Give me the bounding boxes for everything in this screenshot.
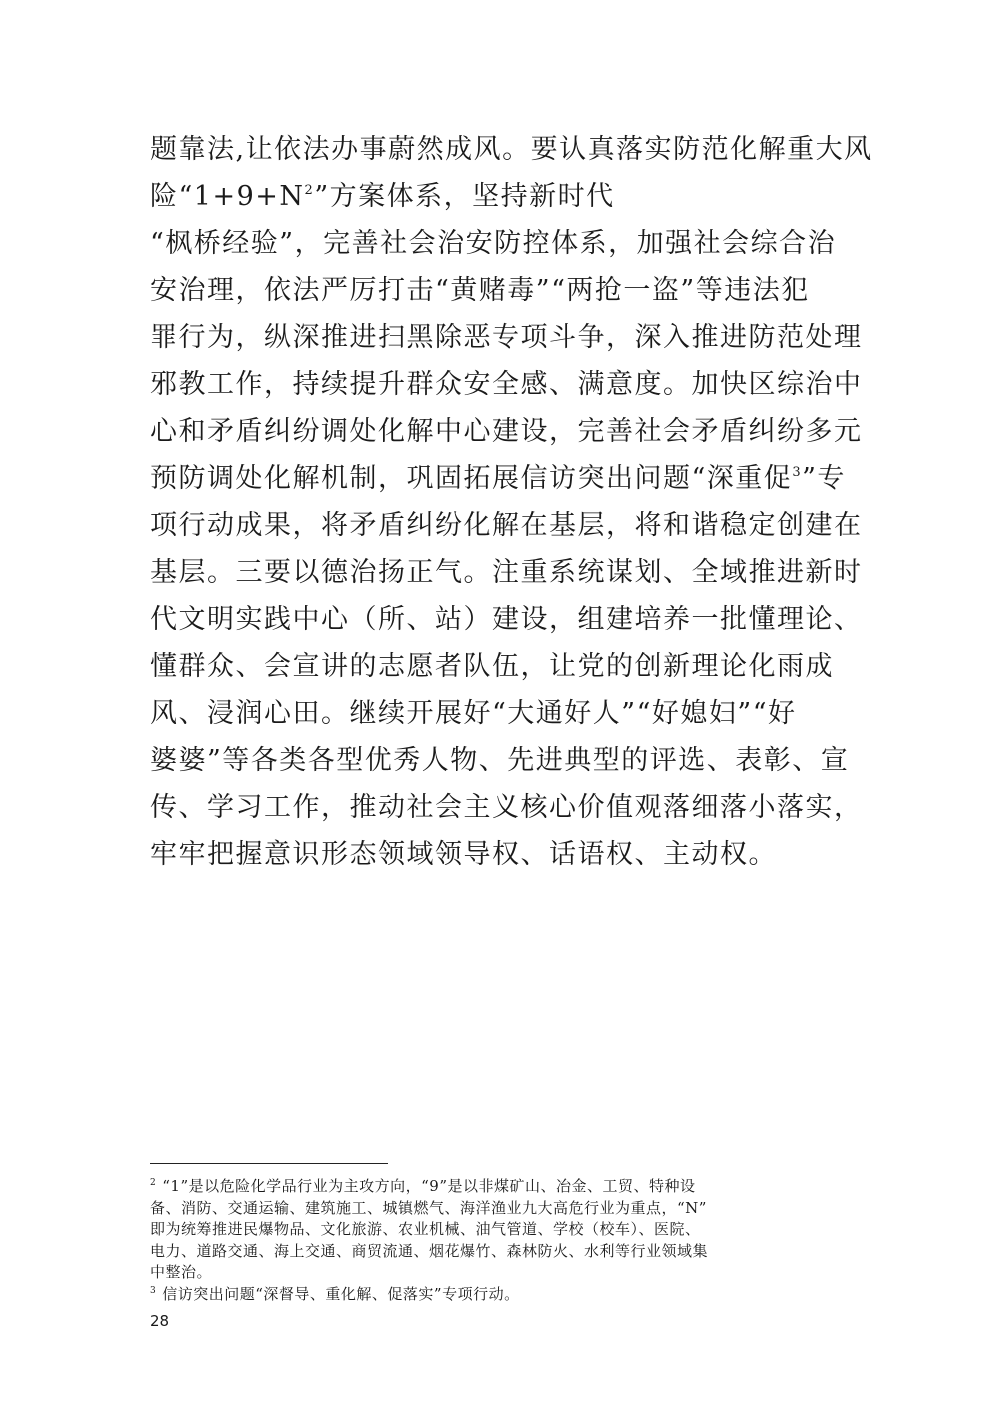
body-line: 传、学习工作，推动社会主义核心价值观落细落小落实， <box>150 792 863 823</box>
footnote-ref[interactable]: 3 <box>792 465 803 480</box>
body-line: 邪教工作，持续提升群众安全感、满意度。加快区综治中 <box>150 369 863 400</box>
body-line: “枫桥经验”，完善社会治安防控体系，加强社会综合治 <box>150 228 837 259</box>
body-line: 罪行为，纵深推进扫黑除恶专项斗争，深入推进防范处理 <box>150 322 863 353</box>
body-line: 项行动成果，将矛盾纠纷化解在基层，将和谐稳定创建在 <box>150 510 863 541</box>
body-line: 预防调处化解机制，巩固拓展信访突出问题“深重促$^3$”专 <box>150 463 846 494</box>
body-line: 婆婆”等各类各型优秀人物、先进典型的评选、表彰、宣 <box>150 745 850 776</box>
footnote-separator <box>150 1163 388 1164</box>
body-line: 代文明实践中心（所、站）建设，组建培养一批懂理论、 <box>150 604 863 635</box>
footnote-line: $^2$ “1”是以危险化学品行业为主攻方向，“9”是以非煤矿山、冶金、工贸、特种设 <box>150 1177 696 1195</box>
footnote-line: 备、消防、交通运输、建筑施工、城镇燃气、海洋渔业九大高危行业为重点，“N” <box>150 1198 707 1217</box>
body-line: 牢牢把握意识形态领域领导权、话语权、主动权。 <box>150 839 777 870</box>
footnotes <box>150 1176 862 1305</box>
body-line: 风、浸润心田。继续开展好“大通好人”“好媳妇”“好 <box>150 698 797 729</box>
body-text <box>150 126 873 878</box>
footnote-ref[interactable]: 2 <box>304 183 315 198</box>
footnote-line: 即为统筹推进民爆物品、文化旅游、农业机械、油气管道、学校（校车）、医院、 <box>150 1220 701 1238</box>
footnote-line: 电力、道路交通、海上交通、商贸流通、烟花爆竹、森林防火、水利等行业领域集 <box>150 1241 709 1260</box>
body-line: 基层。三要以德治扬正气。注重系统谋划、全域推进新时 <box>150 557 863 588</box>
body-line: 安治理，依法严厉打击“黄赌毒”“两抢一盗”等违法犯 <box>150 275 810 306</box>
body-line: 险“1+9+N$^2$”方案体系，坚持新时代 <box>150 181 615 212</box>
footnote-line: $^3$ 信访突出问题“深督导、重化解、促落实”专项行动。 <box>150 1284 520 1303</box>
footnote-line: 中整治。 <box>150 1263 213 1281</box>
body-line: 懂群众、会宣讲的志愿者队伍，让党的创新理论化雨成 <box>150 651 834 682</box>
footnote-marker: 3 <box>150 1285 157 1296</box>
body-line: 心和矛盾纠纷调处化解中心建设，完善社会矛盾纠纷多元 <box>150 416 863 447</box>
page-number: 28 <box>150 1312 170 1330</box>
footnote-marker: 2 <box>150 1178 157 1188</box>
body-line: 题靠法,让依法办事蔚然成风。要认真落实防范化解重大风 <box>150 134 873 165</box>
